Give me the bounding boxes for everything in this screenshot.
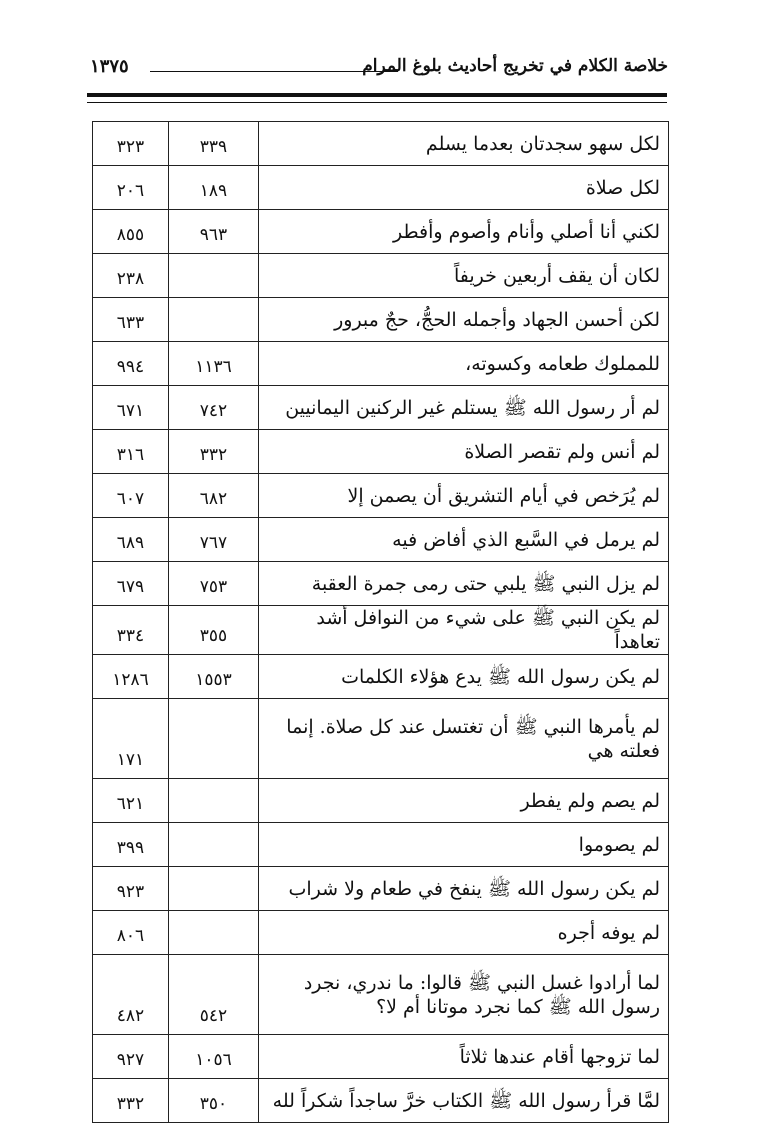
hadith-text-cell: لم يكن رسول الله ﷺ يدع هؤلاء الكلمات	[259, 655, 669, 699]
reference-number-cell: ٧٥٣	[169, 562, 259, 606]
table-row	[93, 1079, 669, 1123]
reference-number-cell	[169, 779, 259, 823]
hadith-text-cell: لما أرادوا غسل النبي ﷺ قالوا: ما ندري، نجرد رسول الله ﷺ كما نجرد موتانا أم لا؟	[259, 955, 669, 1035]
hadith-number-cell: ٩٢٣	[93, 867, 169, 911]
hadith-number-cell: ٦٢١	[93, 779, 169, 823]
reference-number-cell	[169, 298, 259, 342]
reference-number-cell: ٣٥٠	[169, 1079, 259, 1123]
reference-number-cell	[169, 699, 259, 779]
hadith-text-cell: لم أر رسول الله ﷺ يستلم غير الركنين اليمانيين	[259, 386, 669, 430]
reference-number-cell	[169, 911, 259, 955]
running-title: خلاصة الكلام في تخريج أحاديث بلوغ المرام	[362, 56, 668, 76]
reference-number-cell: ٩٦٣	[169, 210, 259, 254]
hadith-number-cell: ٢٣٨	[93, 254, 169, 298]
hadith-text-cell: لم يكن النبي ﷺ على شيء من النوافل أشد تعاهداً	[259, 606, 669, 655]
hadith-number-cell: ٩٢٧	[93, 1035, 169, 1079]
table-row	[93, 122, 669, 166]
hadith-number-cell: ٣٢٣	[93, 122, 169, 166]
hadith-number-cell: ٨٠٦	[93, 911, 169, 955]
reference-number-cell: ٣٣٩	[169, 122, 259, 166]
hadith-number-cell: ٣١٦	[93, 430, 169, 474]
hadith-number-cell: ٩٩٤	[93, 342, 169, 386]
header-rule-thin	[87, 102, 667, 103]
reference-number-cell	[169, 867, 259, 911]
table-row	[93, 823, 669, 867]
hadith-text-cell: لم يصم ولم يفطر	[259, 779, 669, 823]
hadith-text-cell: لكن أحسن الجهاد وأجمله الحجُّ، حجٌ مبرور	[259, 298, 669, 342]
hadith-text-cell: لم يزل النبي ﷺ يلبي حتى رمى جمرة العقبة	[259, 562, 669, 606]
table-row	[93, 298, 669, 342]
table-row	[93, 699, 669, 779]
reference-number-cell: ١٨٩	[169, 166, 259, 210]
table-row	[93, 606, 669, 655]
hadith-number-cell: ٦٧٩	[93, 562, 169, 606]
reference-number-cell: ١١٣٦	[169, 342, 259, 386]
reference-number-cell: ٦٨٢	[169, 474, 259, 518]
hadith-number-cell: ١٧١	[93, 699, 169, 779]
hadith-number-cell: ٢٠٦	[93, 166, 169, 210]
hadith-number-cell: ٨٥٥	[93, 210, 169, 254]
hadith-text-cell: لكان أن يقف أربعين خريفاً	[259, 254, 669, 298]
table-row	[93, 1035, 669, 1079]
reference-number-cell: ١٥٥٣	[169, 655, 259, 699]
reference-number-cell	[169, 254, 259, 298]
hadith-text-cell: لم يرمل في السَّبع الذي أفاض فيه	[259, 518, 669, 562]
hadith-number-cell: ٦٧١	[93, 386, 169, 430]
hadith-text-cell: لم يصوموا	[259, 823, 669, 867]
header-rule-thick	[87, 93, 667, 97]
table-row	[93, 955, 669, 1035]
table-row	[93, 210, 669, 254]
hadith-text-cell: لم يأمرها النبي ﷺ أن تغتسل عند كل صلاة. إنما فعلته هي	[259, 699, 669, 779]
table-row	[93, 562, 669, 606]
table-row	[93, 779, 669, 823]
table-row	[93, 386, 669, 430]
hadith-number-cell: ٤٨٢	[93, 955, 169, 1035]
index-table-body	[93, 122, 669, 1123]
table-row	[93, 518, 669, 562]
reference-number-cell: ٥٤٢	[169, 955, 259, 1035]
table-row	[93, 655, 669, 699]
header-line	[150, 71, 398, 72]
hadith-text-cell: لم أنس ولم تقصر الصلاة	[259, 430, 669, 474]
page-number: ١٣٧٥	[90, 56, 129, 77]
hadith-index-table	[92, 121, 669, 1123]
table-row	[93, 911, 669, 955]
page-header	[90, 52, 668, 86]
hadith-text-cell: لكني أنا أصلي وأنام وأصوم وأفطر	[259, 210, 669, 254]
table-row	[93, 430, 669, 474]
reference-number-cell: ٧٤٢	[169, 386, 259, 430]
hadith-number-cell: ٣٣٢	[93, 1079, 169, 1123]
hadith-number-cell: ١٢٨٦	[93, 655, 169, 699]
hadith-number-cell: ٦٨٩	[93, 518, 169, 562]
hadith-text-cell: لمَّا قرأ رسول الله ﷺ الكتاب خرَّ ساجداً شكراً لله	[259, 1079, 669, 1123]
reference-number-cell: ٣٣٢	[169, 430, 259, 474]
hadith-text-cell: لم يوفه أجره	[259, 911, 669, 955]
reference-number-cell	[169, 823, 259, 867]
table-row	[93, 867, 669, 911]
table-row	[93, 342, 669, 386]
hadith-number-cell: ٦٣٣	[93, 298, 169, 342]
hadith-number-cell: ٣٩٩	[93, 823, 169, 867]
table-row	[93, 254, 669, 298]
reference-number-cell: ٣٥٥	[169, 606, 259, 655]
hadith-text-cell: لكل صلاة	[259, 166, 669, 210]
hadith-text-cell: لم يكن رسول الله ﷺ ينفخ في طعام ولا شراب	[259, 867, 669, 911]
table-row	[93, 474, 669, 518]
reference-number-cell: ١٠٥٦	[169, 1035, 259, 1079]
hadith-text-cell: لما تزوجها أقام عندها ثلاثاً	[259, 1035, 669, 1079]
hadith-number-cell: ٣٣٤	[93, 606, 169, 655]
table-row	[93, 166, 669, 210]
hadith-number-cell: ٦٠٧	[93, 474, 169, 518]
hadith-text-cell: لكل سهو سجدتان بعدما يسلم	[259, 122, 669, 166]
hadith-text-cell: لم يُرَخص في أيام التشريق أن يصمن إلا	[259, 474, 669, 518]
reference-number-cell: ٧٦٧	[169, 518, 259, 562]
hadith-text-cell: للمملوك طعامه وكسوته،	[259, 342, 669, 386]
